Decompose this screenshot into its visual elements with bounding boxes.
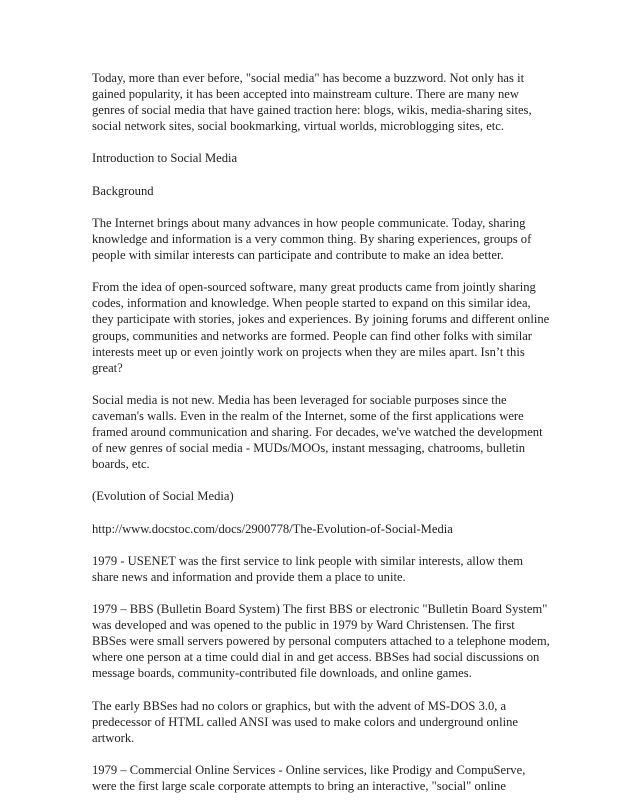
bbs-paragraph: 1979 – BBS (Bulletin Board System) The first BBS or electronic "Bulletin Board System" was developed and was opened to the public in 1979 by Ward Christensen. The first BBSes were small servers powered by personal computers attached to a telephone modem, where one person at a time could dial in and get access. BBSes had social discussions on message boards, community-contributed file downloads, and online games. — [92, 602, 550, 681]
source-url: http://www.docstoc.com/docs/2900778/The-Evolution-of-Social-Media — [92, 521, 453, 536]
ansi-paragraph: The early BBSes had no colors or graphics, but with the advent of MS-DOS 3.0, a predecessor of HTML called ANSI was used to make colors and underground online artwork. — [92, 698, 518, 745]
social-media-paragraph: Social media is not new. Media has been leveraged for sociable purposes since the caveman's walls. Even in the realm of the Internet, some of the first applications were framed around communication and sharing. For decades, we've watched the development of new genres of social media - MUDs/MOOs, instant messaging, chatrooms, bulletin boards, etc. — [92, 392, 543, 472]
heading-background: Background — [92, 183, 154, 198]
heading-introduction: Introduction to Social Media — [92, 151, 238, 166]
open-source-paragraph: From the idea of open-sourced software, many great products came from jointly sharing codes, information and knowledge. When people started to expand on this similar idea, they participate with stories, jokes and experiences. By joining forums and different online groups, communities and networks are formed. People can find other folks with similar interests meet up or even jointly work on projects when they are miles apart. Isn’t this great? — [92, 280, 550, 375]
commercial-services-paragraph: 1979 – Commercial Online Services - Online services, like Prodigy and CompuServe, were the first large scale corporate attempts to bring an interactive, "social" online — [92, 763, 526, 794]
document-page — [92, 70, 552, 810]
usenet-paragraph: 1979 - USENET was the first service to link people with similar interests, allow them share news and information and provide them a place to unite. — [92, 553, 524, 584]
internet-paragraph: The Internet brings about many advances in how people communicate. Today, sharing knowledge and information is a very common thing. By sharing experiences, groups of people with similar interests can participate and contribute to make an idea better. — [92, 215, 532, 263]
evolution-heading: (Evolution of Social Media) — [92, 489, 234, 504]
intro-paragraph: Today, more than ever before, "social media" has become a buzzword. Not only has it gained popularity, it has been accepted into mainstream culture. There are many new genres of social media that have gained traction here: blogs, wikis, media-sharing sites, social network sites, social bookmarking, virtual worlds, microblogging sites, etc. — [92, 71, 532, 134]
